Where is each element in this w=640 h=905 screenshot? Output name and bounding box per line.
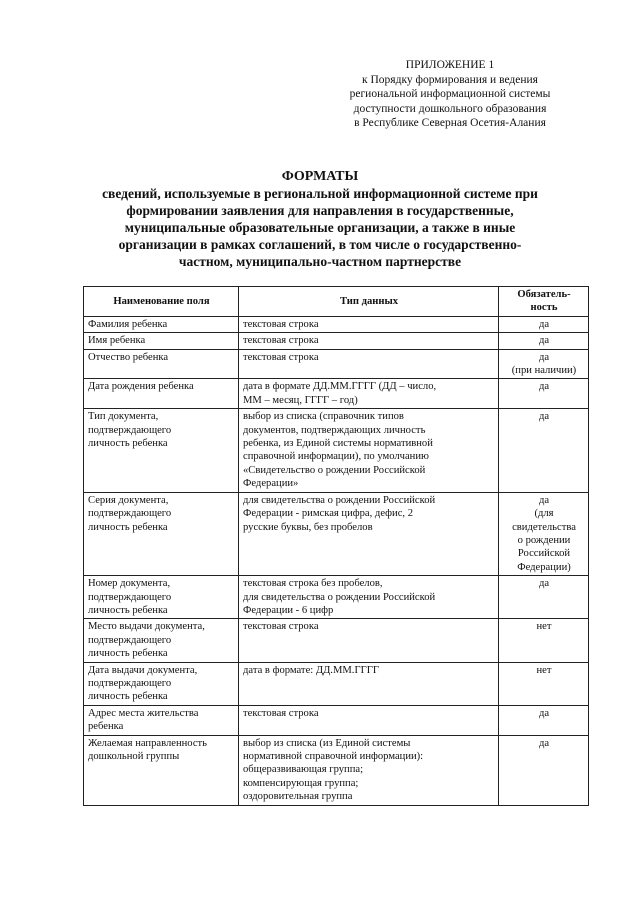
cell-data-type [239,379,499,409]
cell-data-type-line: выбор из списка (из Единой системы [243,737,411,749]
cell-field-name-line: Фамилия ребенка [88,318,168,330]
cell-data-type-line: Федерации» [243,478,299,490]
cell-field-name-line: личность ребенка [88,691,168,703]
cell-data-type-line: ребенка, из Единой системы нормативной [243,438,433,450]
cell-field-name-line: Серия документа, [88,494,169,506]
cell-data-type-line: для свидетельства о рождении Российской [243,591,436,603]
cell-field-name [84,349,239,379]
cell-data-type-line: дата в формате ДД.ММ.ГГГГ (ДД – число, [243,381,437,393]
table-row [84,576,589,619]
heading-title: ФОРМАТЫ [281,169,359,184]
cell-data-type-line: дата в формате: ДД.ММ.ГГГГ [243,664,379,676]
table-row [84,735,589,805]
cell-required-line: нет [536,664,552,676]
header-required: Обязатель- ность [499,287,589,317]
table-row [84,379,589,409]
cell-data-type [239,316,499,332]
cell-field-name-line: Желаемая направленность [88,737,208,749]
cell-required [499,492,589,575]
cell-field-name-line: Место выдачи документа, [88,621,205,633]
cell-data-type [239,735,499,805]
cell-field-name-line: Адрес места жительства [88,707,199,719]
cell-field-name-line: Отчество ребенка [88,351,169,363]
cell-data-type [239,619,499,662]
cell-data-type-line: для свидетельства о рождении Российской [243,494,436,506]
header-data-type: Тип данных [239,287,499,317]
cell-data-type-line: оздоровительная группа [243,791,353,803]
cell-required-line: нет [536,621,552,633]
heading-subtitle-line: организации в рамках соглашений, в том числе о государственно- [118,237,522,252]
table-row [84,619,589,662]
table-row [84,349,589,379]
cell-required-line: (для [534,508,554,520]
cell-data-type-line: текстовая строка без пробелов, [243,578,383,590]
cell-required-line: да [538,381,550,393]
cell-field-name [84,316,239,332]
cell-required [499,409,589,492]
cell-required-line: да [538,737,550,749]
cell-field-name-line: подтверждающего [88,591,172,603]
table-row [84,662,589,705]
cell-data-type-line: справочной информации), по умолчанию [243,451,429,463]
cell-required-line: да [538,707,550,719]
cell-field-name-line: личность ребенка [88,521,168,533]
appendix-title: ПРИЛОЖЕНИЕ 1 [405,59,495,71]
table-row [84,492,589,575]
cell-field-name [84,662,239,705]
cell-required [499,333,589,349]
cell-required-line: да [538,494,550,506]
appendix-block [300,58,600,131]
cell-required-line: да [538,578,550,590]
table-header-row [84,287,589,317]
cell-required-line: о рождении [517,534,571,546]
document-heading [70,168,570,270]
cell-data-type-line: текстовая строка [243,335,319,347]
cell-required [499,735,589,805]
cell-data-type [239,705,499,735]
cell-field-name-line: Дата выдачи документа, [88,664,198,676]
cell-data-type [239,576,499,619]
cell-required-line: Российской [517,548,571,560]
appendix-line: к Порядку формирования и ведения [362,73,538,86]
cell-field-name-line: Имя ребенка [88,335,146,347]
cell-field-name-line: личность ребенка [88,648,168,660]
cell-field-name [84,619,239,662]
cell-field-name-line: личность ребенка [88,438,168,450]
cell-required-line: да [538,351,550,363]
table-row [84,409,589,492]
cell-data-type-line: нормативной справочной информации): [243,751,424,762]
cell-field-name [84,576,239,619]
header-field-name: Наименование поля [84,287,239,317]
heading-subtitle-line: частном, муниципально-частном партнерстве [178,254,462,269]
cell-data-type-line: компенсирующая группа; [243,777,359,789]
cell-required-line: да [538,411,550,423]
cell-required-line: да [538,318,550,330]
cell-data-type-line: ММ – месяц, ГГГГ – год) [243,394,358,406]
cell-data-type [239,409,499,492]
cell-required [499,316,589,332]
table-row [84,316,589,332]
cell-data-type-line: русские буквы, без пробелов [243,521,373,533]
cell-data-type-line: «Свидетельство о рождении Российской [243,464,426,476]
cell-required-line: да [538,335,550,347]
table-row [84,333,589,349]
cell-field-name-line: Тип документа, [88,411,159,423]
cell-data-type-line: документов, подтверждающих личность [243,424,426,436]
cell-field-name-line: дошкольной группы [88,751,180,762]
cell-required [499,576,589,619]
cell-field-name [84,735,239,805]
cell-required [499,619,589,662]
cell-field-name-line: Номер документа, [88,578,171,590]
cell-field-name [84,379,239,409]
cell-field-name [84,333,239,349]
table-body [84,316,589,805]
cell-data-type-line: текстовая строка [243,621,319,633]
cell-data-type [239,333,499,349]
cell-data-type-line: общеразвивающая группа; [243,764,364,776]
cell-required-line: Федерации) [517,561,571,573]
appendix-line: региональной информационной системы [349,88,551,100]
heading-subtitle-line: сведений, используемые в региональной информационной системе при [102,186,538,201]
cell-required-line: (при наличии) [511,365,577,377]
cell-data-type-line: текстовая строка [243,707,319,719]
cell-data-type [239,349,499,379]
cell-data-type-line: Федерации - римская цифра, дефис, 2 [243,508,413,520]
cell-required [499,379,589,409]
cell-field-name [84,492,239,575]
cell-field-name-line: подтверждающего [88,508,172,520]
cell-data-type-line: выбор из списка (справочник типов [243,411,404,423]
table-row [84,705,589,735]
appendix-line: в Республике Северная Осетия-Алания [354,117,546,129]
cell-field-name-line: подтверждающего [88,634,172,646]
cell-required [499,705,589,735]
cell-data-type-line: текстовая строка [243,318,319,330]
heading-subtitle-line: формировании заявления для направления в государственные, [126,203,514,218]
appendix-line: доступности дошкольного образования [353,102,547,115]
heading-subtitle-line: муниципальные образовательные организации, а также в иные [124,220,516,235]
cell-field-name-line: ребенка [88,721,124,733]
cell-data-type-line: текстовая строка [243,351,319,363]
cell-required [499,349,589,379]
cell-field-name [84,705,239,735]
cell-required [499,662,589,705]
cell-field-name [84,409,239,492]
cell-field-name-line: личность ребенка [88,604,168,616]
cell-data-type-line: Федерации - 6 цифр [243,604,334,616]
cell-data-type [239,492,499,575]
cell-field-name-line: Дата рождения ребенка [88,381,194,393]
cell-field-name-line: подтверждающего [88,424,172,436]
cell-data-type [239,662,499,705]
cell-required-line: свидетельства [512,521,576,533]
cell-field-name-line: подтверждающего [88,677,172,689]
formats-table [83,286,589,806]
